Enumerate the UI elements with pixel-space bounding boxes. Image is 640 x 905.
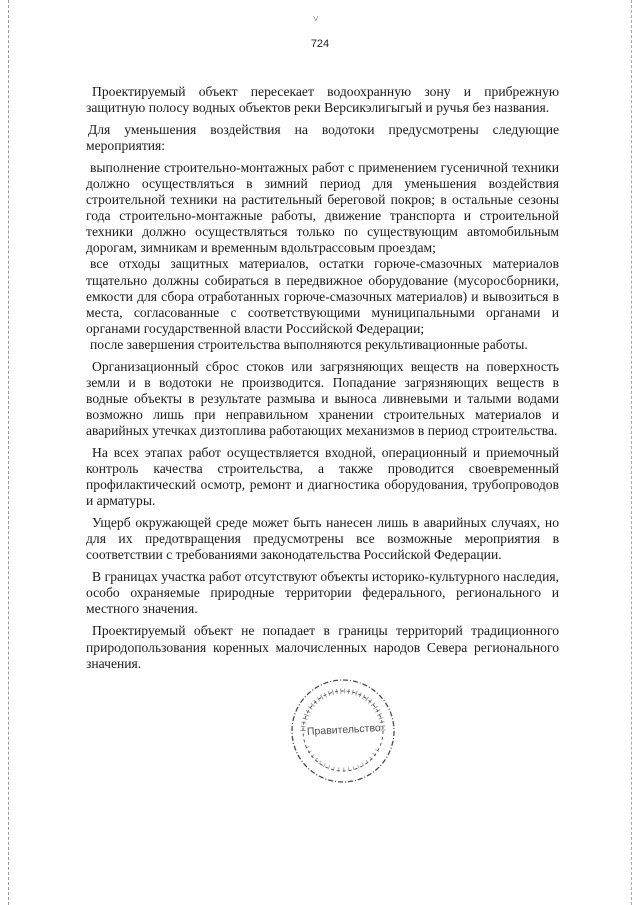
paragraph-traditional-lands: Проектируемый объект не попадает в границы территорий традиционного природопользования коренных малочисленных народов Севера регионального значения.: [86, 623, 559, 671]
page-number: 724: [310, 38, 330, 50]
measure-item-tracked-machinery: выполнение строительно-монтажных работ с применением гусеничной техники должно осуществляться в зимний период для уменьшения воздействия строительной техники на растительный береговой покров; в остальные сезоны года строительно-монтажные работы, движение транспорта и строительной техники должно осуществляться только по существующим автомобильным дорогам, зимникам и временным вдольтрассовым проездам;: [86, 160, 559, 256]
paragraph-discharge: Организационный сброс стоков или загрязняющих веществ на поверхность земли и в водотоки не производится. Попадание загрязняющих веществ в водные объекты в результате размыва и выноса ливневыми и талыми водами возможно лишь при неправильном хранении строительных материалов и аварийных утечках дизтоплива работающих механизмов в период строительства.: [86, 358, 559, 438]
paragraph-crossing: Проектируемый объект пересекает водоохранную зону и прибрежную защитную полосу водных объектов реки Версикэлигыгый и ручья без названия.: [86, 84, 559, 116]
seal-center-text: Правительство: [306, 722, 382, 738]
measure-item-recultivation: после завершения строительства выполняются рекультивационные работы.: [90, 336, 528, 352]
top-mark: ˅: [313, 14, 319, 25]
page-edge-right: [631, 0, 633, 905]
paragraph-quality-control: На всех этапах работ осуществляется входной, операционный и приемочный контроль качества строительства, а также проводится своевременный профилактический осмотр, ремонт и диагностика оборудования, трубопроводов и арматуры.: [86, 444, 559, 509]
paragraph-environmental-damage: Ущерб окружающей среде может быть нанесен лишь в аварийных случаях, но для их предотвращения предусмотрены все возможные мероприятия в соответствии с требованиями законодательства Российской Федерации.: [86, 515, 559, 563]
official-seal-stamp: [289, 677, 397, 785]
paragraph-measures-intro: Для уменьшения воздействия на водотоки предусмотрены следующие мероприятия:: [86, 122, 559, 154]
paragraph-heritage: В границах участка работ отсутствуют объекты историко-культурного наследия, особо охраняемые природные территории федерального, регионального и местного значения.: [86, 569, 559, 617]
document-body: [86, 84, 559, 678]
page-edge-left: [8, 0, 10, 905]
measure-item-waste-collection: все отходы защитных материалов, остатки горюче-смазочных материалов тщательно должны собираться в передвижное оборудование (мусоросборники, емкости для сбора отработанных горюче-смазочных материалов) и вывозиться в места, согласованные с соответствующими муниципальными органами и органами государственной власти Российской Федерации;: [86, 256, 559, 336]
